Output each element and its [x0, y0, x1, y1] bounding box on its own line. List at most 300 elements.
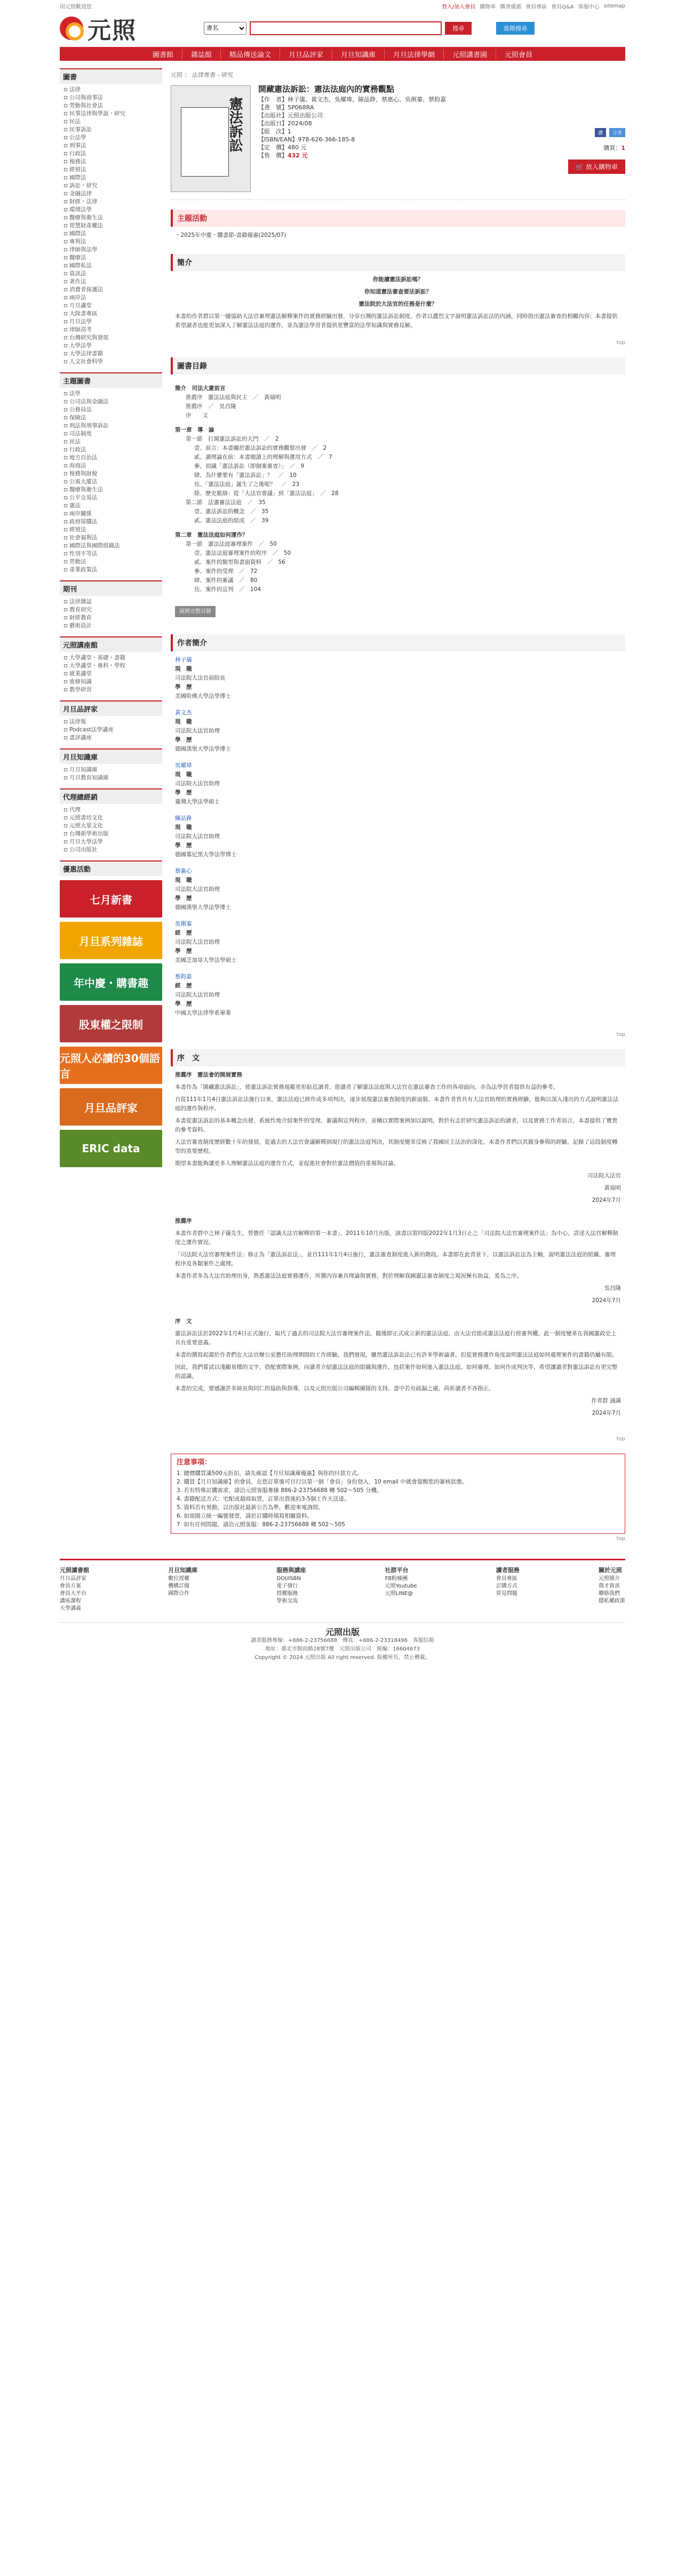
checkbox-icon	[64, 552, 67, 555]
sidebar-item[interactable]	[64, 494, 162, 502]
sidebar-item[interactable]	[64, 550, 162, 558]
author-name[interactable]: 蔡惠心	[175, 868, 192, 874]
top-link[interactable]: top	[616, 1032, 625, 1038]
author-entry	[175, 972, 621, 1018]
sidebar-item-label: 教學研習	[69, 687, 92, 693]
top-bar	[60, 0, 625, 12]
sidebar-group-title: 月旦品評家	[60, 700, 162, 716]
author-name[interactable]: 蔡鈞嘉	[175, 974, 192, 980]
sidebar-item[interactable]	[64, 734, 162, 742]
checkbox-icon	[64, 832, 67, 835]
sidebar-item[interactable]	[64, 238, 162, 246]
sidebar-item-label: 法律報	[69, 719, 86, 725]
sidebar-item[interactable]	[64, 806, 162, 814]
welcome-text: 因元照歡迎您	[60, 4, 92, 10]
sidebar-item-label: 大陸書專區	[69, 310, 98, 317]
notice-item: 3. 若有特殊訂購需求，請洽元照客服專線 886-2-23756688 轉 502～505 分機。	[177, 1487, 383, 1494]
author-edu-label: 學 歷	[175, 1001, 192, 1007]
footer-link[interactable]: 聯絡我們	[598, 1591, 620, 1597]
sidebar-item[interactable]	[64, 830, 162, 838]
sidebar-item-label: 教育研究	[69, 607, 92, 613]
checkbox-icon	[64, 456, 67, 459]
authors-section-title: 作者簡介	[171, 634, 625, 651]
sidebar-group-title: 優惠活動	[60, 860, 162, 876]
sidebar-item[interactable]	[64, 614, 162, 622]
author-role-label: 經 歷	[175, 983, 192, 989]
author-entry	[175, 656, 621, 701]
footer-column	[276, 1567, 306, 1613]
checkbox-icon	[64, 160, 67, 163]
sidebar	[60, 68, 162, 1544]
sidebar-item[interactable]	[64, 334, 162, 342]
checkbox-icon	[64, 680, 67, 683]
sidebar-item[interactable]	[64, 166, 162, 174]
sidebar-item[interactable]	[64, 678, 162, 686]
top-link[interactable]: top	[616, 340, 625, 346]
nav-item[interactable]: 圖書館	[152, 51, 173, 59]
top-link[interactable]: top	[616, 1536, 625, 1542]
footer-link[interactable]: 元照簡介	[598, 1576, 620, 1582]
promo-banner[interactable]: 月旦系列雜誌	[60, 922, 162, 959]
footer-link[interactable]: 電子發行	[276, 1583, 298, 1589]
promo-banner[interactable]: 股東權之限制	[60, 1005, 162, 1042]
preface-paragraph: 本書作者多為大法官助理出身，熟悉憲法法庭實務運作，所撰內容兼具理論與實務，對於理解我國憲法審查制度之現況極有助益，爰為之序。	[175, 1273, 522, 1279]
author-name[interactable]: 黃文杰	[175, 709, 192, 716]
sidebar-item[interactable]	[64, 158, 162, 166]
checkbox-icon	[64, 288, 67, 291]
sidebar-item[interactable]	[64, 662, 162, 670]
footer-link[interactable]: 會員專區	[496, 1576, 517, 1582]
product-info	[171, 85, 625, 200]
footer-link[interactable]: 會員方案	[60, 1583, 81, 1589]
sidebar-item[interactable]	[64, 846, 162, 854]
toc-line: 貳、案件的類型與書面資料 ／ 56	[194, 559, 285, 565]
checkbox-icon	[64, 768, 67, 771]
sidebar-item-label: 公司出版社	[69, 847, 98, 853]
sidebar-item-label: 元照書坊文化	[69, 815, 103, 821]
sidebar-item-label: 民事法律與學說・研究	[69, 110, 125, 117]
author-name[interactable]: 陳品錚	[175, 815, 192, 822]
preface-section	[175, 1071, 621, 1205]
sidebar-item[interactable]	[64, 726, 162, 734]
top-link-item[interactable]: sitemap	[603, 3, 625, 9]
preface-paragraph: 本書從憲法訴訟的基本概念出發，系統性地介紹案件的受理、審議與宣判程序，並輔以實際案例加以說明。對於有志於研究憲法訴訟的讀者，以及實務工作者而言，本書提供了寶貴的參考資料。	[175, 1118, 618, 1133]
sidebar-item[interactable]	[64, 438, 162, 446]
sidebar-item[interactable]	[64, 462, 162, 470]
checkbox-icon	[64, 536, 67, 539]
sidebar-item-label: 金融法律	[69, 190, 92, 197]
preface-heading: 推薦序	[175, 1218, 192, 1224]
search-input[interactable]	[250, 21, 442, 35]
sidebar-item[interactable]	[64, 654, 162, 662]
footer-link[interactable]: 數位授權	[168, 1576, 190, 1582]
copyright-text: Copyright © 2024 元照出版 All right reserved. 版權所有，禁止轉載。	[254, 1655, 431, 1661]
sidebar-item-label: 民事訴訟	[69, 126, 92, 133]
toc-line: 壹、前言：本書關於憲法訴訟的實務觀察出發 ／ 2	[194, 445, 327, 451]
sidebar-item[interactable]	[64, 174, 162, 182]
top-link-item[interactable]: 購物車	[480, 4, 496, 10]
nav-item[interactable]: 元照會員	[496, 49, 541, 59]
footer-link[interactable]: 隱私權政策	[598, 1598, 625, 1604]
facebook-like-button[interactable]: 讚	[595, 128, 606, 137]
footer-link[interactable]: 徵才資訊	[598, 1583, 620, 1589]
sidebar-item-label: 公司與商事法	[69, 94, 103, 101]
sidebar-item[interactable]	[64, 270, 162, 278]
sidebar-item[interactable]	[64, 206, 162, 214]
sidebar-item[interactable]	[64, 118, 162, 126]
sidebar-item-label: 司法制度	[69, 430, 92, 437]
sidebar-item[interactable]	[64, 446, 162, 454]
sidebar-item-label: 法學	[69, 390, 81, 397]
toc-line: 壹、憲法法庭審理案件的程序 ／ 50	[194, 550, 291, 556]
checkbox-icon	[64, 464, 67, 467]
sidebar-item-label: 月旦教育知識庫	[69, 775, 109, 781]
promo-banner[interactable]: 月旦品評家	[60, 1088, 162, 1126]
sidebar-list	[60, 806, 162, 854]
isbn13-row: 【ISBN/EAN】978-626-366-185-8	[258, 136, 355, 143]
sidebar-item-label: 民法	[69, 118, 81, 125]
sidebar-item[interactable]	[64, 454, 162, 462]
search-button[interactable]: 搜尋	[445, 22, 472, 35]
notice-item: 2. 購買【月旦知識庫】的會員，在您訂單後可自行以第一個「會員」身份登入，10 email 中就會提醒您的審核狀態。	[177, 1479, 468, 1485]
nav-item[interactable]: 月旦知識庫	[332, 49, 384, 59]
sidebar-item[interactable]	[64, 94, 162, 102]
sidebar-item-label: 政府採購法	[69, 519, 98, 525]
list-price-row: 【定 價】480 元	[258, 144, 307, 151]
checkbox-icon	[64, 400, 67, 403]
top-link[interactable]: top	[616, 1436, 625, 1442]
author-row: 【作 者】林子儀、黃文杰、吳耀瑋、陳品錚、蔡惠心、吳俐蓁、蔡鈞嘉	[258, 96, 446, 103]
sidebar-item[interactable]	[64, 310, 162, 318]
login-link[interactable]: 登入/加入會員	[441, 4, 476, 10]
search-bar	[204, 21, 535, 35]
sidebar-item-label: 勞動法	[69, 559, 86, 565]
toc-line: 推薦序 ／ 吳昌隆	[186, 403, 236, 410]
sidebar-item-label: 月旦講堂	[69, 302, 92, 309]
sidebar-item[interactable]	[64, 254, 162, 262]
sidebar-item[interactable]	[64, 142, 162, 150]
checkbox-icon	[64, 728, 67, 731]
checkbox-icon	[64, 304, 67, 307]
sidebar-item-label: 台灣新學術出版	[69, 831, 109, 837]
sidebar-item[interactable]	[64, 598, 162, 606]
sidebar-group-title: 期刊	[60, 580, 162, 596]
sidebar-item-label: 書評講座	[69, 735, 92, 741]
sidebar-item[interactable]	[64, 86, 162, 94]
checkbox-icon	[64, 544, 67, 547]
sidebar-item[interactable]	[64, 670, 162, 678]
sidebar-item[interactable]	[64, 414, 162, 422]
sidebar-item[interactable]	[64, 838, 162, 846]
sidebar-item[interactable]	[64, 390, 162, 398]
footer-link[interactable]: 常見問題	[496, 1591, 517, 1597]
checkbox-icon	[64, 408, 67, 411]
top-link-item[interactable]: 會員Q&A	[551, 4, 574, 10]
sidebar-item[interactable]	[64, 222, 162, 230]
toc-line: 伍、「憲法法庭」誕生了之後呢？ ／ 23	[194, 481, 300, 488]
sidebar-item[interactable]	[64, 110, 162, 118]
notice-item: 4. 書籍配送方式：宅配或超商取貨，訂單出貨後約3-5個工作天送達。	[177, 1496, 350, 1502]
footer-column-title: 月旦知識庫	[168, 1567, 198, 1574]
sidebar-item[interactable]	[64, 502, 162, 510]
author-name[interactable]: 林子儀	[175, 657, 192, 663]
sidebar-item[interactable]	[64, 534, 162, 542]
sidebar-item[interactable]	[64, 526, 162, 534]
sidebar-item[interactable]	[64, 814, 162, 822]
checkbox-icon	[64, 480, 67, 483]
preface-paragraph: 本書的撰寫起源於作者們在大法官辦公室擔任助理期間的工作經驗。我們發現，雖然憲法訴訟法已有許多學術論著，但從實務運作角度說明憲法法庭如何處理案件的書籍仍屬有限。	[175, 1352, 618, 1358]
author-edu: 美國哈佛大學法學博士	[175, 693, 231, 699]
sidebar-item[interactable]	[64, 326, 162, 334]
sidebar-item[interactable]	[64, 430, 162, 438]
promo-text[interactable]: ・2025年中慶・購書節-書籍優惠(2025/07)	[175, 232, 286, 238]
sidebar-item[interactable]	[64, 318, 162, 326]
sidebar-item[interactable]	[64, 518, 162, 526]
footer-link[interactable]: 元照Youtube	[385, 1583, 417, 1589]
checkbox-icon	[64, 168, 67, 171]
authors-body	[171, 651, 625, 1030]
footer-link[interactable]: 元照LINE@	[385, 1591, 413, 1597]
intro-body: 你能讀憲法訴訟嗎？ 你知道憲法審查要法訴訟？ 憲法院於大法官的任務是什麼？ 本書的作者群以第一線協助大法官審理憲法解釋案件的實務經驗出發，分享台灣的憲法訴訟制度。作者以濃烈文字說明憲法訴訟法的內涵，同時指出憲法審查的相關內容；本書提供希望讀者也能更加深入了解憲法法庭的運作，並為憲法學習者提供更豐富的法學知識與實務見解。	[171, 271, 625, 338]
sidebar-item-label: 醫療法	[69, 254, 86, 261]
sidebar-item[interactable]	[64, 766, 162, 774]
author-current: 司法院大法官助理	[175, 728, 220, 734]
sidebar-item[interactable]	[64, 470, 162, 478]
footer-link[interactable]: 國際合作	[168, 1591, 190, 1597]
footer-link[interactable]: 機構訂閱	[168, 1583, 190, 1589]
toc-line: 第一章 導 論	[175, 427, 214, 433]
preface-paragraph: 自從111年1月4日憲法訴訟法施行以來，憲法法庭已經作成多項判決，逐步展現憲法審查制度的新面貌。本書作者皆具有大法官助理的實務經驗，能夠以深入淺出的方式說明憲法法庭的運作與程序。	[175, 1096, 619, 1112]
sidebar-item[interactable]	[64, 190, 162, 198]
sidebar-item[interactable]	[64, 102, 162, 110]
sidebar-item[interactable]	[64, 622, 162, 630]
nav-item[interactable]: 元照講書園	[443, 49, 496, 59]
sidebar-item[interactable]	[64, 606, 162, 614]
author-current: 司法院大法官助理	[175, 833, 220, 840]
footer-link[interactable]: FB粉絲團	[385, 1576, 408, 1582]
checkbox-icon	[64, 216, 67, 219]
preface-heading: 序 文	[175, 1318, 192, 1325]
footer-link[interactable]: 月旦品評家	[60, 1576, 86, 1582]
logo[interactable]	[60, 11, 193, 45]
checkbox-icon	[64, 824, 67, 827]
preface-paragraph: 本書作為「開藏憲法訴訟」，使憲法訴訟實務規範更形貼近讀者，使讀者了解憲法法庭與大法官在憲法審查工作的各項面向，亦為法學習者提供有益的參考。	[175, 1084, 559, 1090]
checkbox-icon	[64, 432, 67, 435]
sidebar-item-label: 國際法與國際組織法	[69, 543, 120, 549]
product-details	[258, 85, 527, 192]
author-role-label: 經 歷	[175, 930, 192, 936]
author-current: 司法院大法官助理	[175, 886, 220, 892]
breadcrumb: 元照 ： 法律專書 - 研究	[171, 71, 233, 78]
quantity-value[interactable]: 1	[621, 145, 625, 151]
footer-column-title: 關於元照	[598, 1567, 622, 1574]
sidebar-item[interactable]	[64, 278, 162, 286]
sidebar-item[interactable]	[64, 822, 162, 830]
checkbox-icon	[64, 472, 67, 475]
preface-section	[175, 1317, 621, 1418]
sidebar-item[interactable]	[64, 478, 162, 486]
sidebar-item[interactable]	[64, 342, 162, 350]
sidebar-item[interactable]	[64, 262, 162, 270]
checkbox-icon	[64, 272, 67, 275]
share-button[interactable]: 分享	[609, 128, 625, 137]
sidebar-item[interactable]	[64, 246, 162, 254]
sidebar-item-label: 勞動與社會法	[69, 102, 103, 109]
sidebar-group	[60, 580, 162, 630]
author-edu: 德國慕尼黑大學法學博士	[175, 851, 237, 858]
sidebar-item-label: 行政法	[69, 150, 86, 157]
author-entry	[175, 867, 621, 912]
header	[60, 12, 625, 45]
footer-link[interactable]: 授權服務	[276, 1591, 298, 1597]
sidebar-item[interactable]	[64, 566, 162, 574]
promo-banner[interactable]: ERIC data	[60, 1130, 162, 1167]
notice-item: 1. 總價購買滿500元折扣，請先確認【月旦知識庫優惠】與你的付款方式。	[177, 1470, 363, 1477]
sidebar-group	[60, 372, 162, 574]
nav-item[interactable]: 月旦品評家	[280, 49, 332, 59]
sidebar-item[interactable]	[64, 718, 162, 726]
author-role-label: 現 職	[175, 877, 192, 883]
edition-row: 【版 次】1	[258, 128, 291, 135]
checkbox-icon	[64, 88, 67, 91]
sidebar-item-label: 兩岸法	[69, 294, 86, 301]
toc-line: 壹、憲法訴訟的概念 ／ 35	[194, 508, 269, 515]
promo-banner[interactable]: 年中慶・購書趣	[60, 963, 162, 1001]
search-type-select[interactable]	[204, 22, 246, 35]
sidebar-item[interactable]	[64, 214, 162, 222]
sidebar-item-label: 刑法與刑事訴訟	[69, 422, 109, 429]
notice-item: 5. 資料若有異動，以出版社最新公告為準，歡迎來電詢問。	[177, 1504, 324, 1511]
sidebar-group-title: 元照講座館	[60, 636, 162, 652]
sidebar-item-label: 稅務與財稅	[69, 470, 98, 477]
sidebar-item[interactable]	[64, 558, 162, 566]
checkbox-icon	[64, 720, 67, 723]
notice-box	[171, 1454, 625, 1534]
sidebar-item-label: 著作法	[69, 278, 86, 285]
promo-banner[interactable]: 元照人必讀的30個語言	[60, 1047, 162, 1084]
author-value[interactable]: 林子儀、黃文杰、吳耀瑋、陳品錚、蔡惠心、吳俐蓁、蔡鈞嘉	[288, 96, 446, 103]
footer-link[interactable]: DOI/ISBN	[276, 1576, 301, 1582]
author-role-label: 現 職	[175, 771, 192, 778]
sidebar-item[interactable]	[64, 486, 162, 494]
checkbox-icon	[64, 184, 67, 187]
sidebar-item[interactable]	[64, 542, 162, 550]
footer-link[interactable]: 講座課程	[60, 1598, 81, 1604]
sidebar-item-label: 地方自治法	[69, 454, 98, 461]
sidebar-item-label: 憲法	[69, 503, 81, 509]
preface-heading: 推薦序 憲法會的開展實務	[175, 1072, 242, 1078]
sidebar-item[interactable]	[64, 686, 162, 694]
checkbox-icon	[64, 416, 67, 419]
author-role-label: 現 職	[175, 719, 192, 725]
sidebar-item[interactable]	[64, 286, 162, 294]
checkbox-icon	[64, 736, 67, 739]
promo-banner[interactable]: 七月新書	[60, 880, 162, 918]
top-link-item[interactable]: 購書優惠	[500, 4, 522, 10]
checkbox-icon	[64, 136, 67, 139]
nav-item[interactable]: 月旦法律學網	[384, 49, 443, 59]
checkbox-icon	[64, 600, 67, 603]
sidebar-list	[60, 654, 162, 694]
sidebar-item[interactable]	[64, 774, 162, 782]
sidebar-item[interactable]	[64, 230, 162, 238]
quantity: 購買：1	[603, 145, 625, 151]
sidebar-list	[60, 86, 162, 366]
preface-body	[171, 1066, 625, 1434]
checkbox-icon	[64, 232, 67, 235]
checkbox-icon	[64, 816, 67, 819]
publisher-row: 【出版社】元照出版公司	[258, 112, 323, 119]
sidebar-item-label: Podcast法學講座	[69, 727, 114, 733]
sidebar-item[interactable]	[64, 198, 162, 206]
copyright-area	[60, 1622, 625, 1662]
sidebar-item-label: 藝術設計	[69, 623, 92, 629]
sidebar-item-label: 經貿法	[69, 166, 86, 173]
sidebar-item[interactable]	[64, 422, 162, 430]
sidebar-item[interactable]	[64, 150, 162, 158]
checkbox-icon	[64, 488, 67, 491]
footer-link[interactable]: 會員大平台	[60, 1591, 86, 1597]
sidebar-item[interactable]	[64, 302, 162, 310]
checkbox-icon	[64, 192, 67, 195]
sidebar-item[interactable]	[64, 350, 162, 358]
top-link-item[interactable]: 會員專區	[525, 4, 547, 10]
footer-link[interactable]: 學術交流	[276, 1598, 298, 1604]
sidebar-item[interactable]	[64, 406, 162, 414]
add-to-cart-button[interactable]: 🛒 放入購物車	[568, 159, 625, 174]
sidebar-item[interactable]	[64, 510, 162, 518]
sidebar-item[interactable]	[64, 358, 162, 366]
footer-link[interactable]: 訂購方式	[496, 1583, 517, 1589]
preface-paragraph: 憲法訴訟法於2022年1月4日正式施行，取代了過去的司法院大法官審理案件法，隨後即正式成立新的憲法法庭，由大法官組成憲法法庭行使審判權，此一制度變革在我國憲政史上具有重要意義。	[175, 1330, 617, 1346]
author-edu-label: 學 歷	[175, 948, 192, 954]
author-name[interactable]: 吳俐蓁	[175, 921, 192, 927]
sidebar-group-title: 月旦知識庫	[60, 748, 162, 764]
date-row: 【出版日】2024/08	[258, 120, 312, 127]
author-entry	[175, 708, 621, 754]
checkbox-icon	[64, 120, 67, 123]
sidebar-item[interactable]	[64, 182, 162, 190]
sidebar-item[interactable]	[64, 126, 162, 134]
sidebar-item[interactable]	[64, 294, 162, 302]
advanced-search-button[interactable]: 進階搜尋	[496, 22, 535, 35]
sidebar-item-label: 國際法	[69, 174, 86, 181]
sale-price-row: 【售 價】432 元	[258, 152, 308, 159]
nav-item[interactable]: 雜誌館	[182, 49, 220, 59]
toc-section-title: 圖書目錄	[171, 357, 625, 374]
sidebar-item-label: 經貿法	[69, 527, 86, 533]
sidebar-item[interactable]	[64, 134, 162, 142]
sidebar-item-label: 律師高考	[69, 326, 92, 333]
top-link-item[interactable]: 客服中心	[578, 4, 600, 10]
sidebar-group-title: 圖書	[60, 68, 162, 84]
author-edu-label: 學 歷	[175, 684, 192, 690]
author-name[interactable]: 吳耀瑋	[175, 762, 192, 769]
nav-item[interactable]: 精品傳送論文	[220, 49, 280, 59]
toc-more-button[interactable]: 展開完整目錄	[175, 606, 216, 617]
sidebar-item-label: 就業講堂	[69, 671, 92, 677]
sidebar-item-label: 公務員法	[69, 406, 92, 413]
checkbox-icon	[64, 96, 67, 99]
checkbox-icon	[64, 360, 67, 363]
footer-link[interactable]: 大學講義	[60, 1606, 81, 1612]
preface-sign: 司法院大法官	[587, 1173, 621, 1179]
sidebar-item-label: 海商法	[69, 462, 86, 469]
sidebar-item-label: 財經教育	[69, 615, 92, 621]
checkbox-icon	[64, 520, 67, 523]
sidebar-item-label: 醫療與衛生法	[69, 487, 103, 493]
sidebar-item[interactable]	[64, 398, 162, 406]
